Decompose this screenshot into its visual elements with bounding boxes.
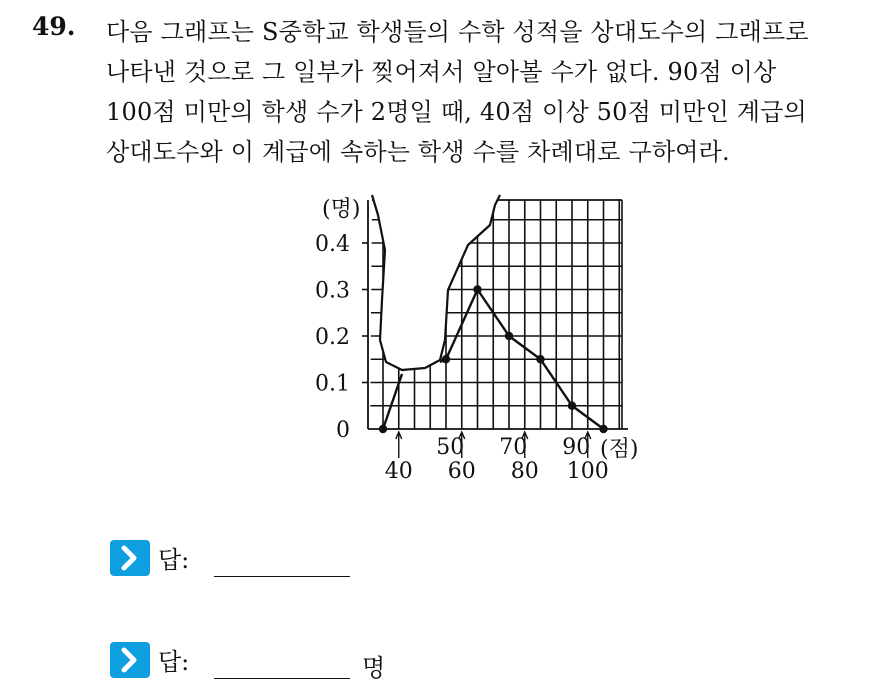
chevron-right-icon <box>110 642 150 678</box>
chevron-right-icon <box>110 540 150 576</box>
x-axis-unit: (점) <box>600 437 639 462</box>
chart-grid <box>370 200 622 429</box>
answer-label: 답: <box>158 648 190 676</box>
data-point <box>505 332 513 340</box>
x-tick-label: 80 <box>510 459 539 484</box>
x-tick-label: 100 <box>566 459 609 484</box>
x-tick-label: 40 <box>384 459 413 484</box>
x-tick-label: 60 <box>447 459 476 484</box>
data-point <box>599 425 607 433</box>
answer-unit-2: 명 <box>362 654 386 682</box>
data-point <box>379 425 387 433</box>
torn-paper-edge <box>372 195 500 370</box>
question-number: 49. <box>32 12 76 41</box>
question-line-2: 나타낸 것으로 그 일부가 찢어져서 알아볼 수가 없다. 90점 이상 <box>106 58 777 86</box>
y-tick-label: 0.4 <box>315 232 350 257</box>
data-point <box>473 285 481 293</box>
y-tick-label: 0.2 <box>315 325 350 350</box>
y-axis-unit: (명) <box>322 197 361 222</box>
x-tick-label: 70 <box>499 435 528 460</box>
question-line-4: 상대도수와 이 계급에 속하는 학생 수를 차례대로 구하여라. <box>106 138 730 166</box>
y-tick-label: 0.3 <box>315 278 350 304</box>
question-line-1: 다음 그래프는 S중학교 학생들의 수학 성적을 상대도수의 그래프로 <box>106 18 809 46</box>
y-tick-label: 0 <box>336 418 350 443</box>
data-point <box>442 355 450 363</box>
answer-blank-1[interactable] <box>214 576 350 577</box>
x-tick-label: 50 <box>436 435 465 460</box>
data-point <box>568 402 576 410</box>
x-tick-label: 90 <box>562 435 591 460</box>
data-point <box>536 355 544 363</box>
question-line-3: 100점 미만의 학생 수가 2명일 때, 40점 이상 50점 미만인 계급의 <box>106 98 807 126</box>
y-tick-label: 0.1 <box>315 371 350 397</box>
answer-label: 답: <box>158 546 190 574</box>
answer-blank-2[interactable] <box>214 678 350 679</box>
